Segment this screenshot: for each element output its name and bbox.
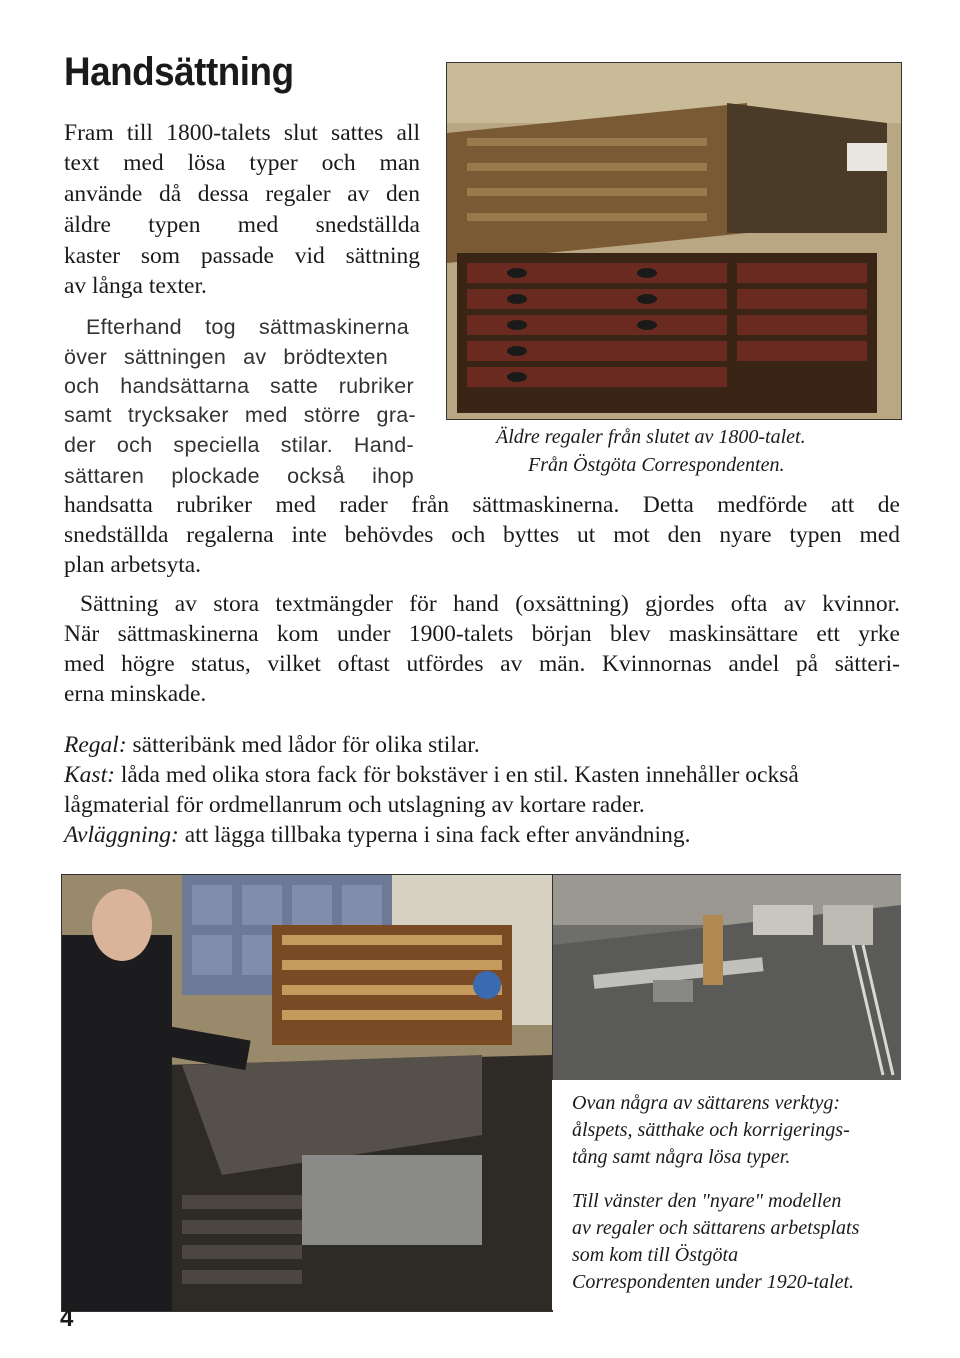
intro-line: kaster som passade vid sättning (64, 243, 420, 269)
glossary-entry (64, 791, 645, 819)
para2-line: sättaren plockade också ihop (64, 464, 414, 488)
tools-caption-line: tång samt några lösa typer. (572, 1146, 791, 1168)
glossary-entry (64, 761, 799, 789)
intro-line: använde då dessa regaler av den (64, 181, 420, 207)
glossary-term: Kast: (64, 762, 115, 788)
para2-line: der och speciella stilar. Hand- (64, 433, 414, 457)
glossary-entry (64, 731, 480, 759)
tools-caption-line: Ovan några av sättarens verktyg: (572, 1092, 841, 1114)
para2-line: och handsättarna satte rubriker (64, 374, 414, 398)
glossary-definition: låda med olika stora fack för bokstäver i en stil. Kasten innehåller också (114, 762, 799, 788)
workstation-caption-line: Till vänster den "nyare" modellen (572, 1190, 842, 1212)
page-number: 4 (60, 1305, 74, 1332)
para2-line: över sättningen av brödtexten (64, 345, 388, 369)
glossary-definition: att lägga tillbaka typerna i sina fack efter användning. (178, 822, 691, 848)
glossary-entry (64, 821, 690, 849)
tools-caption-line: ålspets, sätthake och korrigerings- (572, 1119, 850, 1141)
para2-full-line: plan arbetsyta. (64, 552, 202, 578)
intro-line: äldre typen med snedställda (64, 212, 420, 238)
top-photo-caption-line: Äldre regaler från slutet av 1800-talet. (496, 426, 806, 448)
intro-line: Fram till 1800-talets slut sattes all (64, 120, 420, 146)
para2-line: samt trycksaker med större gra- (64, 403, 416, 427)
para3-line: Sättning av stora textmängder för hand (oxsättning) gjordes ofta av kvinnor. (80, 591, 900, 617)
photo-typesetter-tools (552, 874, 901, 1082)
workstation-caption-line: Correspondenten under 1920-talet. (572, 1271, 855, 1293)
photo-old-type-cases (446, 62, 902, 420)
intro-line: av långa texter. (64, 273, 207, 299)
glossary-term: Regal: (64, 732, 127, 758)
intro-line: text med lösa typer och man (64, 150, 420, 176)
top-photo-caption-line: Från Östgöta Correspondenten. (528, 454, 785, 476)
para2-full-line: handsatta rubriker med rader från sättmaskinerna. Detta medförde att de (64, 492, 900, 518)
photo-typesetter-workstation (61, 874, 553, 1312)
page-title: Handsättning (64, 50, 294, 94)
bottom-photo-caption (552, 1080, 930, 1310)
para2-line: Efterhand tog sättmaskinerna (86, 315, 409, 339)
para3-line: erna minskade. (64, 681, 207, 707)
glossary-definition: lågmaterial för ordmellanrum och utslagning av kortare rader. (64, 792, 645, 818)
para3-line: med högre status, vilket oftast utfördes av män. Kvinnornas andel på sätteri- (64, 651, 900, 677)
workstation-caption-line: av regaler och sättarens arbetsplats (572, 1217, 860, 1239)
para2-full-line: snedställda regalerna inte behövdes och byttes ut mot den nyare typen med (64, 522, 900, 548)
workstation-caption-line: som kom till Östgöta (572, 1244, 739, 1266)
para3-line: När sättmaskinerna kom under 1900-talets början blev maskinsättare ett yrke (64, 621, 900, 647)
glossary-definition: sätteribänk med lådor för olika stilar. (126, 732, 480, 758)
glossary-term: Avläggning: (64, 822, 179, 848)
